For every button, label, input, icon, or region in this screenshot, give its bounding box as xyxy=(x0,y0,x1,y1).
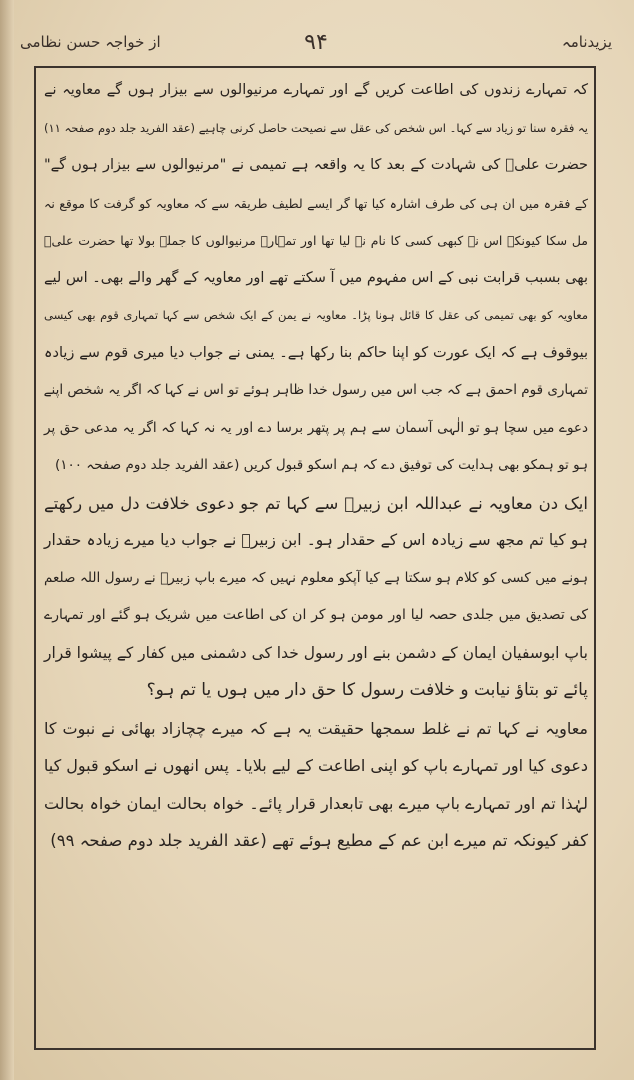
text-line: دعوے میں سچا ہو تو الٰہی آسمان سے ہم پر پتھر برسا دے اور یہ نہ کہا کہ اگر یہ مدعی حق پر xyxy=(44,419,588,436)
text-line: باپ ابوسفیان ایمان کے دشمن بنے اور رسول خدا کی دشمنی میں کفار کے پیشوا قرار xyxy=(44,643,588,662)
text-line: ہو کیا تم مجھ سے زیادہ اس کے حقدار ہو۔ ابن زبیرؓ نے جواب دیا میرے زیادہ حقدار xyxy=(44,531,588,549)
page-binding-edge xyxy=(0,0,14,1080)
text-line: ہونے میں کسی کو کلام ہو سکتا ہے کیا آپکو معلوم نہیں کہ میرے باپ زبیرؓ نے رسول اللہ صلعم xyxy=(44,569,588,586)
text-line: کے فقرہ میں ان ہی کی طرف اشارہ کیا تھا گر ایسے لطیف طریقہ سے کہ معاویہ کو گرفت کا موقع نہ xyxy=(44,195,588,211)
page-number: ۹۴ xyxy=(304,29,328,55)
text-line: بیوقوف ہے کہ ایک عورت کو اپنا حاکم بنا رکھا ہے۔ یمنی نے جواب دیا میری قوم سے زیادہ xyxy=(44,344,588,361)
book-title: یزیدنامہ xyxy=(561,33,612,51)
text-line: ہو تو ہمکو بھی ہدایت کی توفیق دے کہ ہم اسکو قبول کریں (عقد الفرید جلد دوم صفحہ ۱۰۰) xyxy=(54,457,588,473)
text-line: معاویہ نے کہا تم نے غلط سمجھا حقیقت یہ ہے کہ میرے چچازاد بھائی نے نبوت کا xyxy=(44,718,588,738)
text-line: ایک دن معاویہ نے عبداللہ ابن زبیرؓ سے کہا تم جو دعوی خلافت دل میں رکھتے xyxy=(44,493,588,513)
text-line: بھی بسبب قرابت نبی کے اس مفہوم میں آ سکتے تھے اور معاویہ کے گھر والے بھی۔ اس لیے xyxy=(44,269,588,286)
text-line: لہٰذا تم اور تمہارے باپ میرے بھی تابعدار قرار پائے۔ خواہ بحالت ایمان خواہ بحالت xyxy=(44,793,588,813)
text-line: معاویہ کو بھی تمیمی کی عقل کا قائل ہونا پڑا۔ معاویہ نے یمن کے ایک شخص سے کہا تمہاری قوم بھی کیسی xyxy=(44,308,588,322)
text-line: کی تصدیق میں جلدی حصہ لیا اور مومن ہو کر ان کی اطاعت میں شریک ہو گئے اور تمہارے xyxy=(44,607,588,623)
text-line: مل سکا کیونکہ اس نے کبھی کسی کا نام نہ لیا تھا اور تمہارے مرنیوالوں کا جملہ بولا تھا حضرت علیؓ xyxy=(44,233,588,248)
text-line: دعوی کیا اور تمہارے باپ کو اپنی اطاعت کے لیے بلایا۔ پس انھوں نے اسکو قبول کیا xyxy=(43,756,588,775)
text-line: کہ تمہارے زندوں کی اطاعت کریں گے اور تمہارے مرنیوالوں سے بیزار ہوں گے معاویہ نے xyxy=(44,82,588,98)
text-line: پائے تو بتاؤ نیابت و خلافت رسول کا حق دار میں ہوں یا تم ہو؟ xyxy=(146,680,588,700)
text-line: کفر کیونکہ تم میرے ابن عم کے مطیع ہوئے تھے (عقد الفرید جلد دوم صفحہ ۹۹) xyxy=(50,831,588,850)
page-header xyxy=(20,22,612,62)
text-line: یہ فقرہ سنا تو زیاد سے کہا۔ اس شخص کی عقل سے نصیحت حاصل کرنی چاہیے (عقد الفرید جلد دوم صفحہ ۱۱) xyxy=(44,120,588,135)
author-name: از خواجہ حسن نظامی xyxy=(20,33,161,51)
text-line: تمہاری قوم احمق ہے کہ جب اس میں رسول خدا ظاہر ہوئے تو اس نے کہا کہ اگر یہ شخص اپنے xyxy=(43,382,588,398)
text-line: حضرت علیؓ کی شہادت کے بعد کا یہ واقعہ ہے تمیمی نے "مرنیوالوں سے بیزار ہوں گے" xyxy=(44,157,588,173)
body-text xyxy=(40,72,592,860)
